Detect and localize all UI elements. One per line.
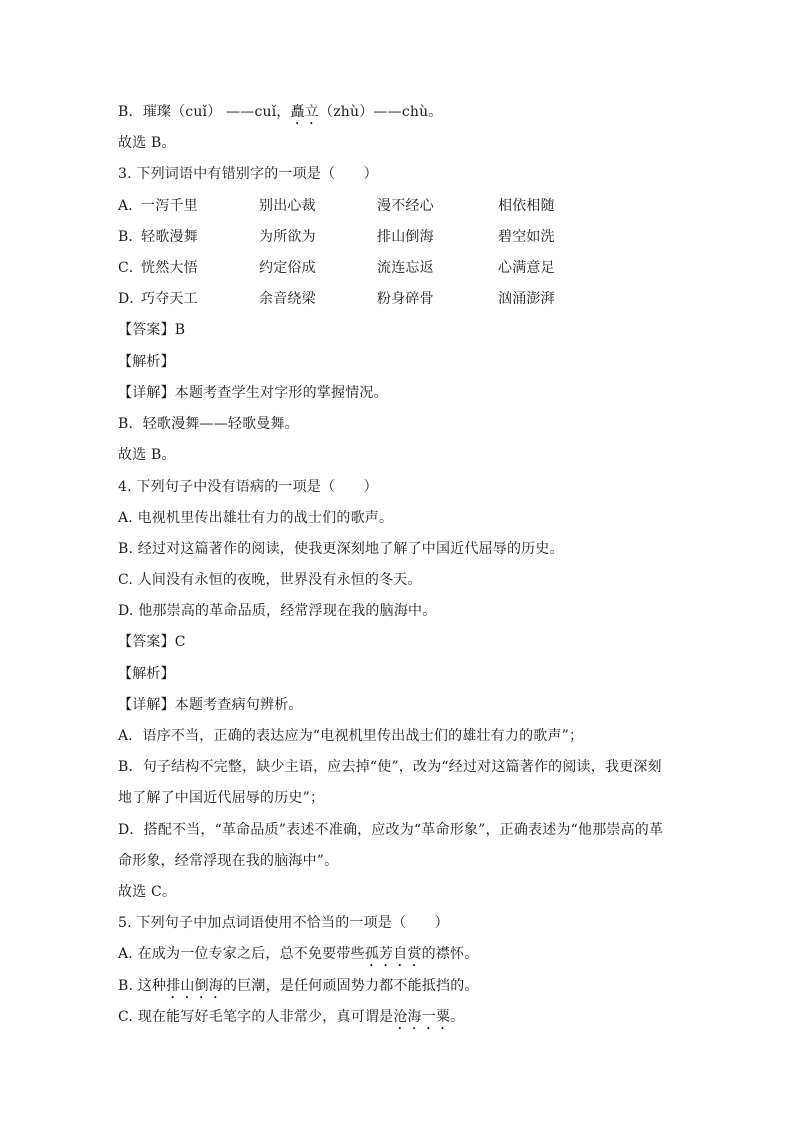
- q4-option-c: C. 人间没有永恒的夜晚，世界没有永恒的冬天。: [118, 572, 422, 588]
- word: 恍然大悟: [141, 260, 198, 276]
- q4-option-a: A. 电视机里传出雄壮有力的战士们的歌声。: [118, 510, 394, 526]
- text: （zhù）——chù。: [319, 104, 443, 120]
- q3-option-b: [118, 227, 678, 247]
- word: 别出心裁: [259, 198, 316, 214]
- q5-option-b: [118, 976, 479, 1002]
- q4-explain-b-1: B．句子结构不完整，缺少主语，应去掉“使”，改为“经过对这篇著作的阅读，我更深刻: [118, 759, 662, 775]
- q4-detail: 【详解】本题考查病句辨析。: [118, 697, 303, 713]
- word: 余音绕梁: [259, 291, 316, 307]
- text: B．璀璨（cuǐ） ——cuǐ，: [118, 104, 291, 120]
- dotted-word: 矗立: [290, 104, 320, 120]
- q4-explain-d-2: 命形象，经常浮现在我的脑海中”。: [118, 853, 339, 869]
- dotted-word: 排山倒海: [166, 978, 224, 994]
- q3-detail: 【详解】本题考查学生对字形的掌握情况。: [118, 385, 388, 401]
- option-label: B．: [118, 229, 143, 245]
- q5-option-a: [118, 944, 478, 970]
- text: B. 这种: [118, 978, 167, 994]
- q4-option-d: D. 他那崇高的革命品质，经常浮现在我的脑海中。: [118, 603, 437, 619]
- q3-option-a: [118, 196, 678, 216]
- word: 一泻千里: [141, 198, 198, 214]
- option-label: C．: [118, 260, 144, 276]
- q4-answer: 【答案】C: [118, 634, 186, 650]
- text: C. 现在能写好毛笔字的人非常少，真可谓是: [118, 1009, 394, 1025]
- q4-choice: 故选 C。: [118, 884, 177, 900]
- text: 。: [450, 1009, 465, 1025]
- dotted-word: 沧海一粟: [393, 1009, 451, 1025]
- word: 粉身碎骨: [377, 291, 434, 307]
- answer-line-b: [118, 102, 443, 128]
- option-label: A．: [118, 198, 143, 214]
- choice-line: 故选 B。: [118, 135, 176, 151]
- dotted-word: 孤芳自赏: [364, 946, 422, 962]
- word: 相依相随: [498, 198, 555, 214]
- q5-option-c: [118, 1007, 464, 1033]
- word: 排山倒海: [377, 229, 434, 245]
- q4-explain-b-2: 地了解了中国近代屈辱的历史”；: [118, 790, 325, 806]
- word: 心满意足: [498, 260, 555, 276]
- text: 的襟怀。: [421, 946, 479, 962]
- q3-detail-2: B．轻歌漫舞——轻歌曼舞。: [118, 416, 299, 432]
- word: 巧夺天工: [141, 291, 198, 307]
- option-label: D．: [118, 291, 144, 307]
- q4-analysis: 【解析】: [118, 666, 175, 682]
- q3-answer: 【答案】B: [118, 322, 186, 338]
- word: 为所欲为: [259, 229, 316, 245]
- text: A. 在成为一位专家之后，总不免要带些: [118, 946, 365, 962]
- question-5: 5. 下列句子中加点词语使用不恰当的一项是（ ）: [118, 915, 449, 931]
- word: 约定俗成: [259, 260, 316, 276]
- q3-analysis: 【解析】: [118, 354, 175, 370]
- q4-explain-d-1: D．搭配不当，“革命品质”表述不准确，应改为“革命形象”，正确表述为“他那崇高的革: [118, 822, 664, 838]
- q3-option-d: [118, 289, 678, 309]
- question-4: 4. 下列句子中没有语病的一项是（ ）: [118, 479, 378, 495]
- q4-option-b: B. 经过对这篇著作的阅读，使我更深刻地了解了中国近代屈辱的历史。: [118, 541, 564, 557]
- q3-choice: 故选 B。: [118, 447, 176, 463]
- word: 漫不经心: [377, 198, 434, 214]
- text: 的巨潮，是任何顽固势力都不能抵挡的。: [223, 978, 479, 994]
- q4-explain-a: A．语序不当，正确的表达应为“电视机里传出战士们的雄壮有力的歌声”；: [118, 728, 584, 744]
- question-3: 3. 下列词语中有错别字的一项是（ ）: [118, 166, 378, 182]
- word: 碧空如洗: [498, 229, 555, 245]
- word: 轻歌漫舞: [141, 229, 198, 245]
- word: 流连忘返: [377, 260, 434, 276]
- word: 汹涌澎湃: [498, 291, 555, 307]
- q3-option-c: [118, 258, 678, 278]
